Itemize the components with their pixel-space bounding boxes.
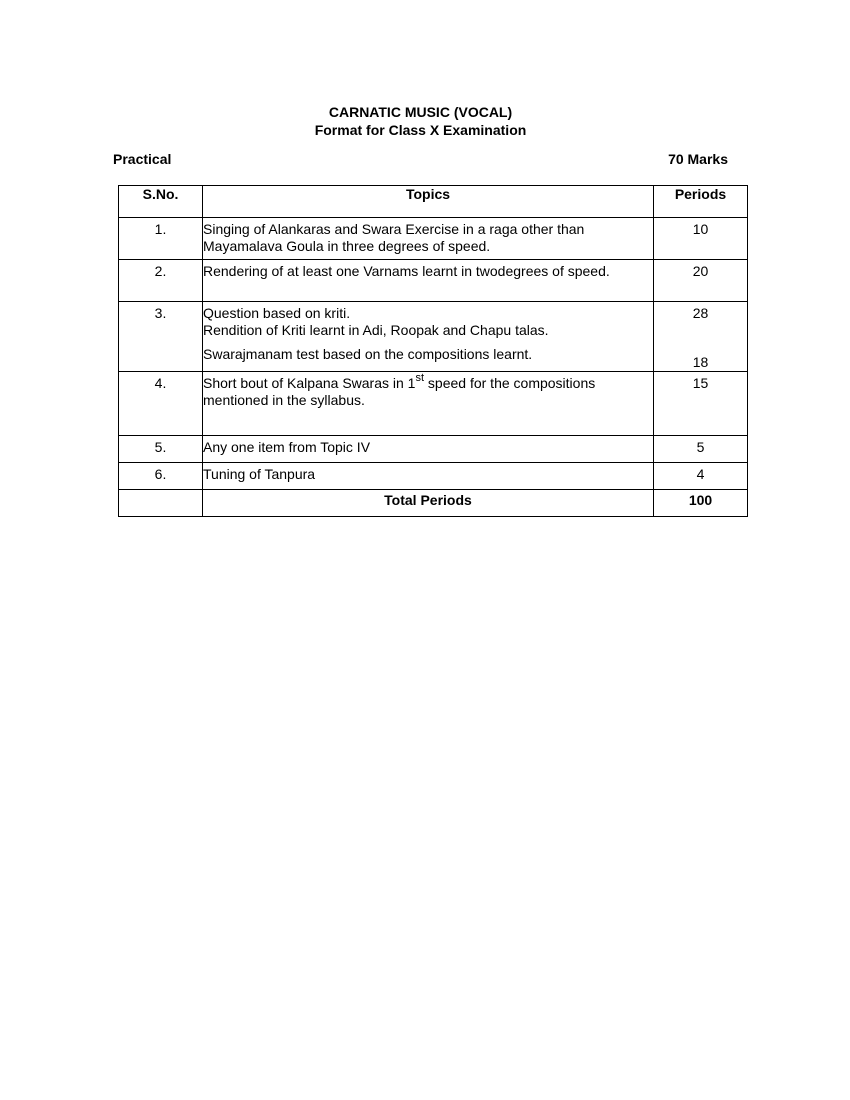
row-topic-text: speed for the compositions mentioned in the syllabus. — [203, 375, 596, 408]
row-periods: 10 — [692, 221, 709, 237]
row-topic-text: Short bout of Kalpana Swaras in 1 — [203, 375, 416, 391]
document-subtitle: Format for Class X Examination — [314, 122, 527, 138]
row-sno: 4. — [154, 375, 167, 391]
row-sno: 6. — [154, 466, 167, 482]
row-topic-line: Question based on kriti. — [203, 305, 351, 321]
row-topic — [203, 372, 653, 409]
row-topic: Tuning of Tanpura — [203, 466, 316, 482]
table-row — [119, 218, 748, 260]
row-periods: 5 — [696, 439, 705, 455]
row-sno: 2. — [154, 263, 167, 279]
table-row — [119, 463, 748, 490]
row-periods: 20 — [692, 263, 709, 279]
header-periods: Periods — [654, 186, 748, 218]
row-topic-line: Swarajmanam test based on the compositions learnt. — [203, 346, 533, 362]
total-value: 100 — [688, 492, 713, 508]
table-header-row — [119, 186, 748, 218]
section-label: Practical — [113, 151, 172, 167]
table-row — [119, 436, 748, 463]
document-title: CARNATIC MUSIC (VOCAL) — [328, 104, 513, 120]
row-sno: 5. — [154, 439, 167, 455]
section-marks: 70 Marks — [668, 151, 728, 167]
table-row — [119, 302, 748, 372]
total-empty-cell — [119, 490, 203, 517]
header-topics: Topics — [203, 186, 654, 218]
table-row — [119, 260, 748, 302]
row-topic: Singing of Alankaras and Swara Exercise in a raga other than Mayamalava Goula in three degrees of speed. — [203, 221, 585, 254]
row-periods: 28 — [692, 305, 709, 321]
row-periods-secondary: 18 — [692, 354, 709, 370]
table-row — [119, 372, 748, 436]
row-topic: Any one item from Topic IV — [203, 439, 371, 455]
row-periods: 4 — [696, 466, 705, 482]
row-sno: 1. — [154, 221, 167, 237]
row-sno: 3. — [154, 305, 167, 321]
total-row — [119, 490, 748, 517]
total-label: Total Periods — [384, 492, 472, 508]
syllabus-table — [118, 185, 748, 517]
row-topic: Rendering of at least one Varnams learnt in twodegrees of speed. — [203, 263, 610, 279]
header-sno: S.No. — [119, 186, 203, 218]
row-topic-superscript: st — [415, 372, 425, 384]
row-topic-line: Rendition of Kriti learnt in Adi, Roopak and Chapu talas. — [203, 322, 549, 338]
row-periods: 15 — [692, 375, 709, 391]
